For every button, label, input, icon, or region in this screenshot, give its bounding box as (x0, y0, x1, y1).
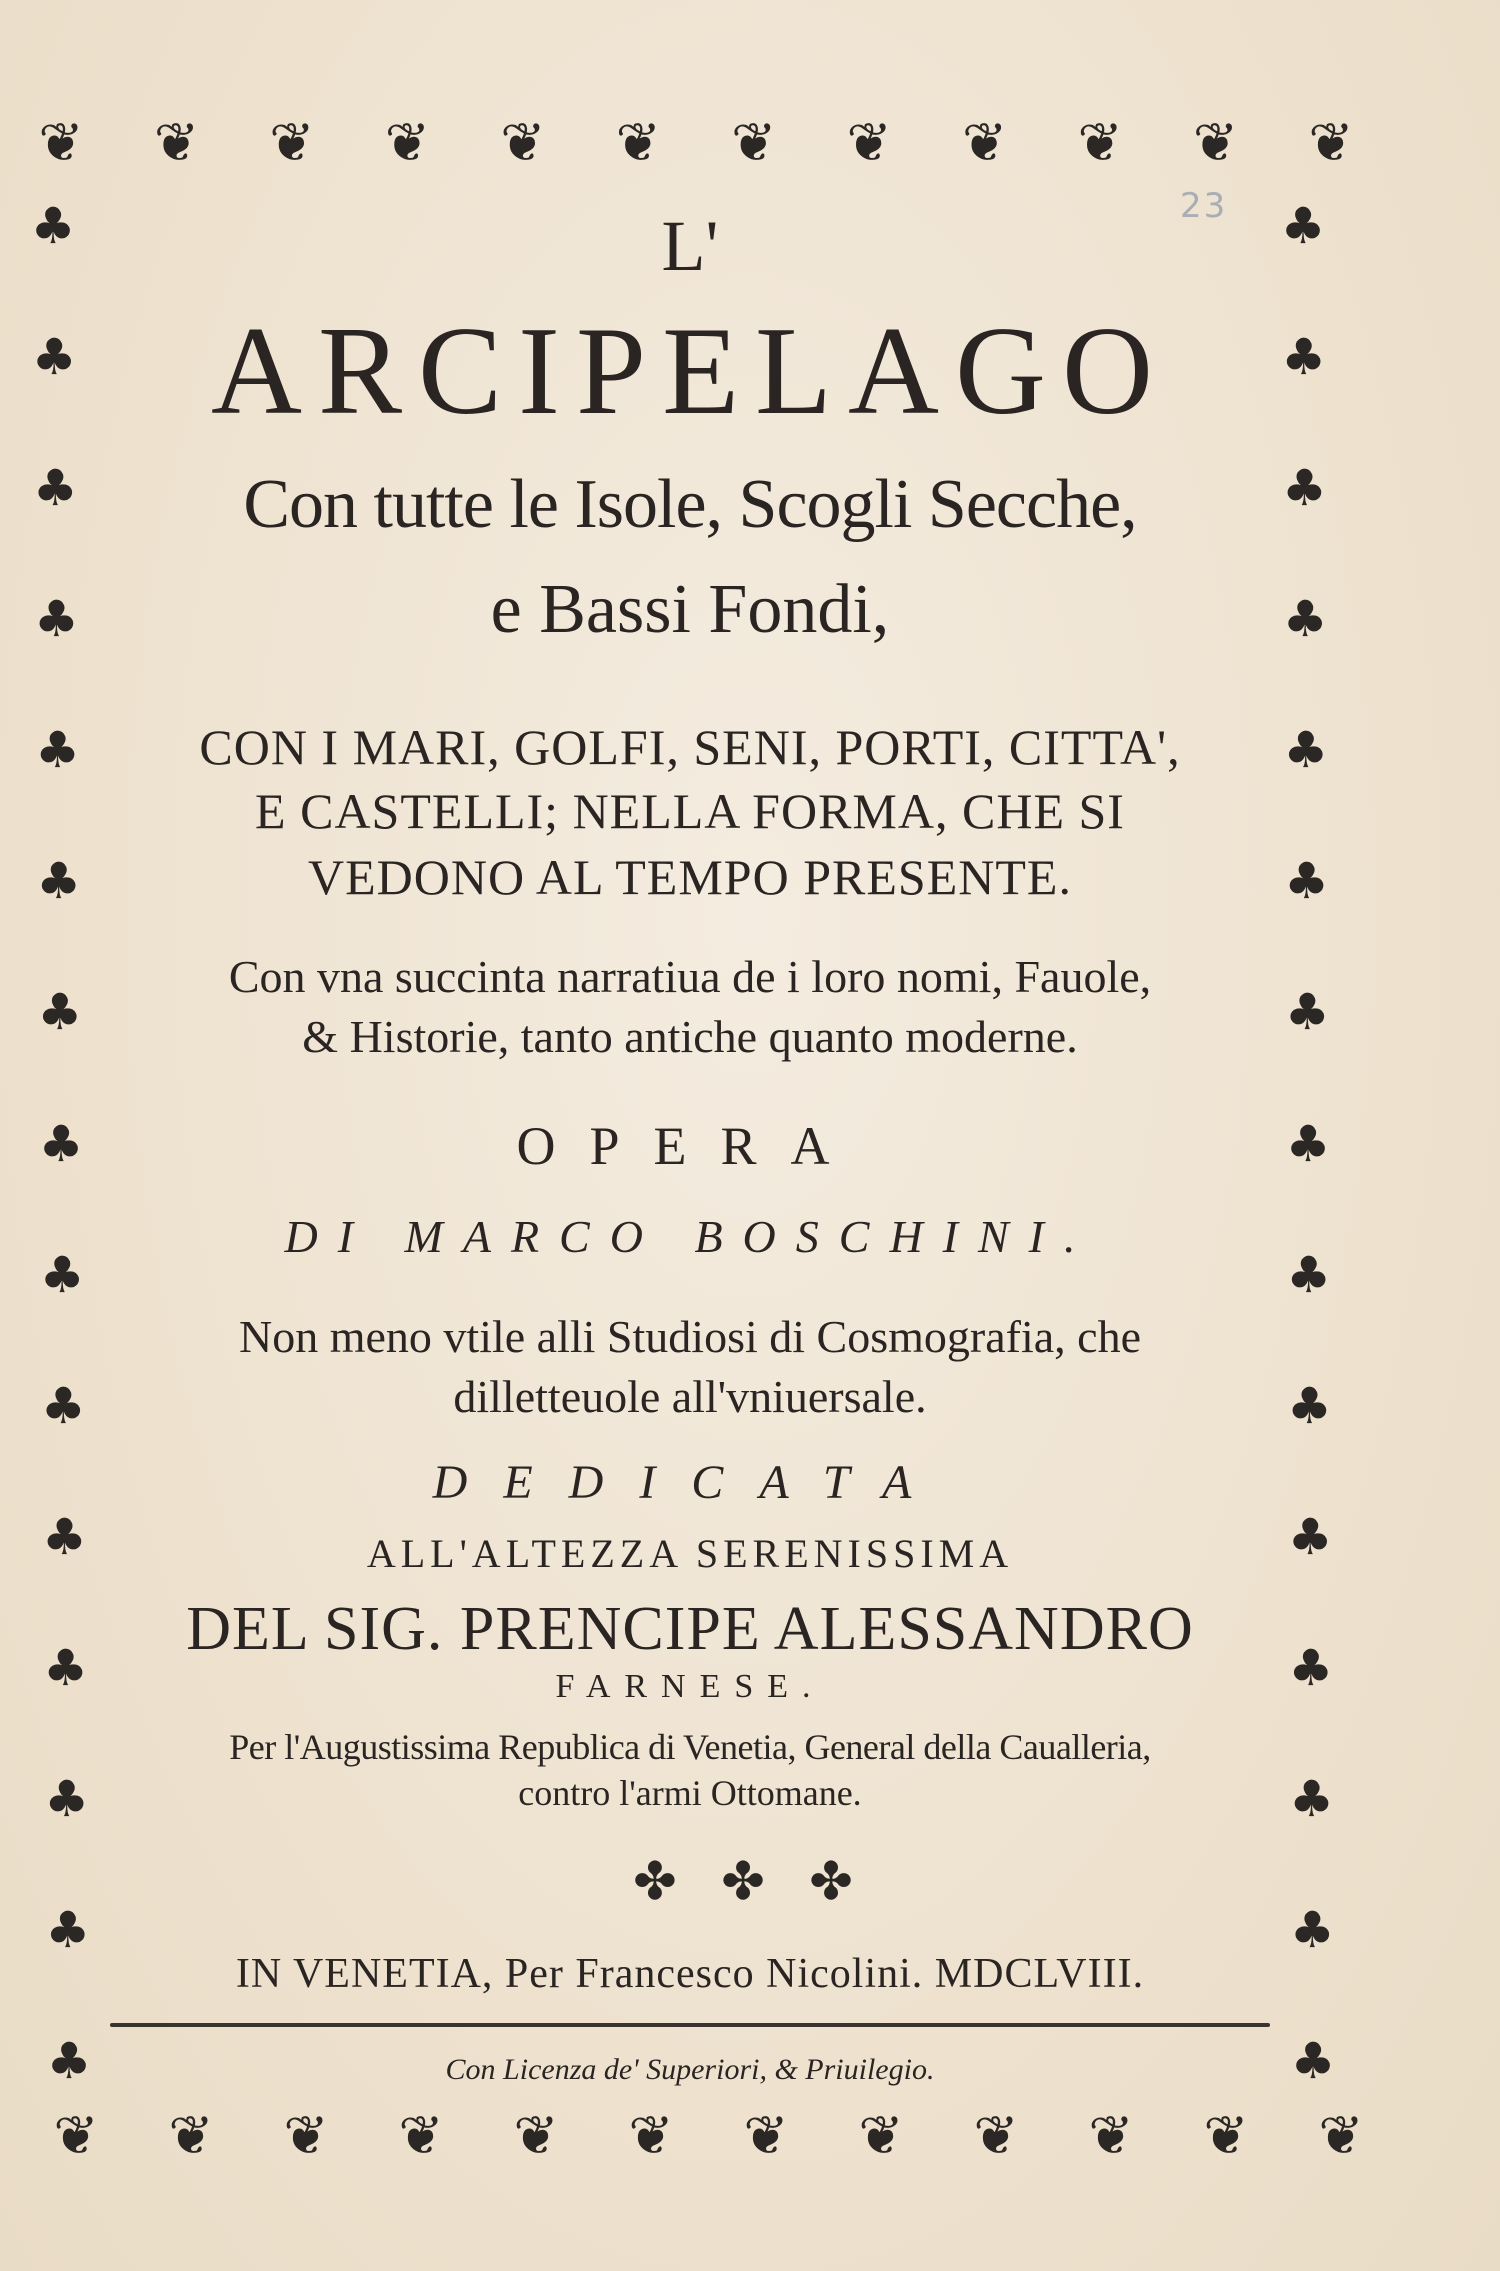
fleuron-icon: ♣ (1290, 2032, 1336, 2090)
fleuron-icon: ❦ (962, 111, 1008, 174)
fleuron-icon: ♣ (1281, 328, 1327, 387)
fleuron-icon: ❦ (1077, 111, 1123, 174)
opera-label: OPERA (516, 1116, 864, 1176)
fleuron-icon: ♣ (38, 1114, 84, 1173)
fleuron-icon: ♣ (1282, 590, 1328, 649)
fleuron-icon: ❦ (1318, 2104, 1364, 2167)
dedication-line-3: FARNESE. (555, 1668, 825, 1705)
usefulness-line-2: dilletteuole all'vniuersale. (453, 1371, 927, 1422)
fleuron-icon: ❦ (1088, 2104, 1134, 2167)
fleuron-icon: ♣ (1282, 459, 1327, 518)
subtitle-line-1: Con tutte le Isole, Scogli Secche, (243, 466, 1137, 543)
fleuron-icon: ♣ (45, 1900, 91, 1959)
fleuron-icon: ♣ (39, 1245, 85, 1304)
fleuron-icon: ❦ (628, 2104, 674, 2167)
fleuron-icon: ♣ (36, 852, 82, 911)
fleuron-icon: ♣ (37, 983, 83, 1042)
fleuron-icon: ❦ (500, 111, 546, 174)
fleuron-icon: ♣ (32, 459, 78, 518)
fleuron-icon: ♣ (1289, 1769, 1334, 1828)
fleuron-icon: ❦ (731, 111, 777, 174)
license-line: Con Licenza de' Superiori, & Priuilegio. (445, 2053, 935, 2086)
fleuron-icon: ♣ (44, 1769, 90, 1828)
description-line-1: CON I MARI, GOLFI, SENI, PORTI, CITTA', (199, 719, 1181, 775)
pencil-shelfmark: 23 (1180, 186, 1228, 226)
fleuron-icon: ❦ (1192, 111, 1239, 174)
fleuron-icon: ♣ (1284, 852, 1329, 911)
fleuron-icon: ❦ (269, 111, 315, 174)
dedication-line-2: DEL SIG. PRENCIPE ALESSANDRO (186, 1595, 1194, 1663)
title-prefix: L' (661, 206, 719, 286)
fleuron-icon: ❦ (973, 2104, 1019, 2167)
fleuron-icon: ♣ (31, 328, 77, 387)
fleuron-icon: ❦ (153, 111, 200, 174)
fleuron-icon: ❦ (1203, 2104, 1249, 2167)
fleuron-icon: ♣ (1284, 983, 1330, 1042)
narrative-line-1: Con vna succinta narratiua de i loro nomi, Fauole, (228, 951, 1152, 1002)
fleuron-icon: ❦ (168, 2104, 214, 2167)
fleuron-icon: ❦ (38, 111, 84, 174)
fleuron-icon: ❦ (384, 111, 430, 174)
description-line-2: E CASTELLI; NELLA FORMA, CHE SI (255, 783, 1125, 839)
fleuron-icon: ❦ (1308, 111, 1354, 174)
fleuron-icon: ♣ (1280, 197, 1326, 255)
fleuron-icon: ❦ (513, 2104, 559, 2167)
fleuron-icon: ♣ (1288, 1638, 1334, 1697)
fleuron-icon: ♣ (43, 1638, 88, 1697)
fleuron-icon: ♣ (34, 590, 79, 649)
fleuron-ornament-icon: ✤ ✤ ✤ (633, 1852, 867, 1912)
page-title: ARCIPELAGO (210, 302, 1170, 441)
fleuron-icon: ♣ (1289, 1900, 1335, 1959)
fleuron-icon: ❦ (858, 2104, 904, 2167)
fleuron-icon: ❦ (743, 2104, 789, 2167)
usefulness-line-1: Non meno vtile alli Studiosi di Cosmografia, che (239, 1311, 1141, 1362)
fleuron-icon: ♣ (1287, 1507, 1333, 1566)
dedication-label: DEDICATA (432, 1456, 948, 1509)
narrative-line-2: & Historie, tanto antiche quanto moderne. (302, 1011, 1078, 1062)
fleuron-icon: ♣ (1286, 1245, 1332, 1304)
fleuron-icon: ❦ (615, 111, 661, 174)
dedication-line-4: Per l'Augustissima Republica di Venetia, General della Caualleria, (229, 1727, 1151, 1767)
fleuron-icon: ❦ (53, 2104, 99, 2167)
subtitle-line-2: e Bassi Fondi, (490, 571, 890, 648)
dedication-line-1: ALL'ALTEZZA SERENISSIMA (366, 1531, 1014, 1576)
fleuron-icon: ♣ (42, 1507, 87, 1566)
fleuron-icon: ❦ (283, 2104, 329, 2167)
fleuron-icon: ♣ (1287, 1376, 1332, 1435)
fleuron-icon: ♣ (46, 2032, 92, 2090)
fleuron-icon: ♣ (1285, 1114, 1331, 1173)
dedication-line-5: contro l'armi Ottomane. (518, 1773, 862, 1813)
horizontal-rule (110, 2023, 1270, 2027)
description-line-3: VEDONO AL TEMPO PRESENTE. (308, 849, 1072, 905)
author-line: DI MARCO BOSCHINI. (284, 1211, 1096, 1262)
fleuron-icon: ♣ (1283, 721, 1329, 780)
fleuron-icon: ❦ (846, 111, 892, 174)
fleuron-icon: ♣ (35, 721, 80, 780)
fleuron-icon: ❦ (398, 2104, 444, 2167)
fleuron-icon: ♣ (40, 1376, 86, 1435)
fleuron-icon: ♣ (30, 197, 76, 255)
imprint-line: IN VENETIA, Per Francesco Nicolini. MDCLVIII. (235, 1951, 1145, 1997)
